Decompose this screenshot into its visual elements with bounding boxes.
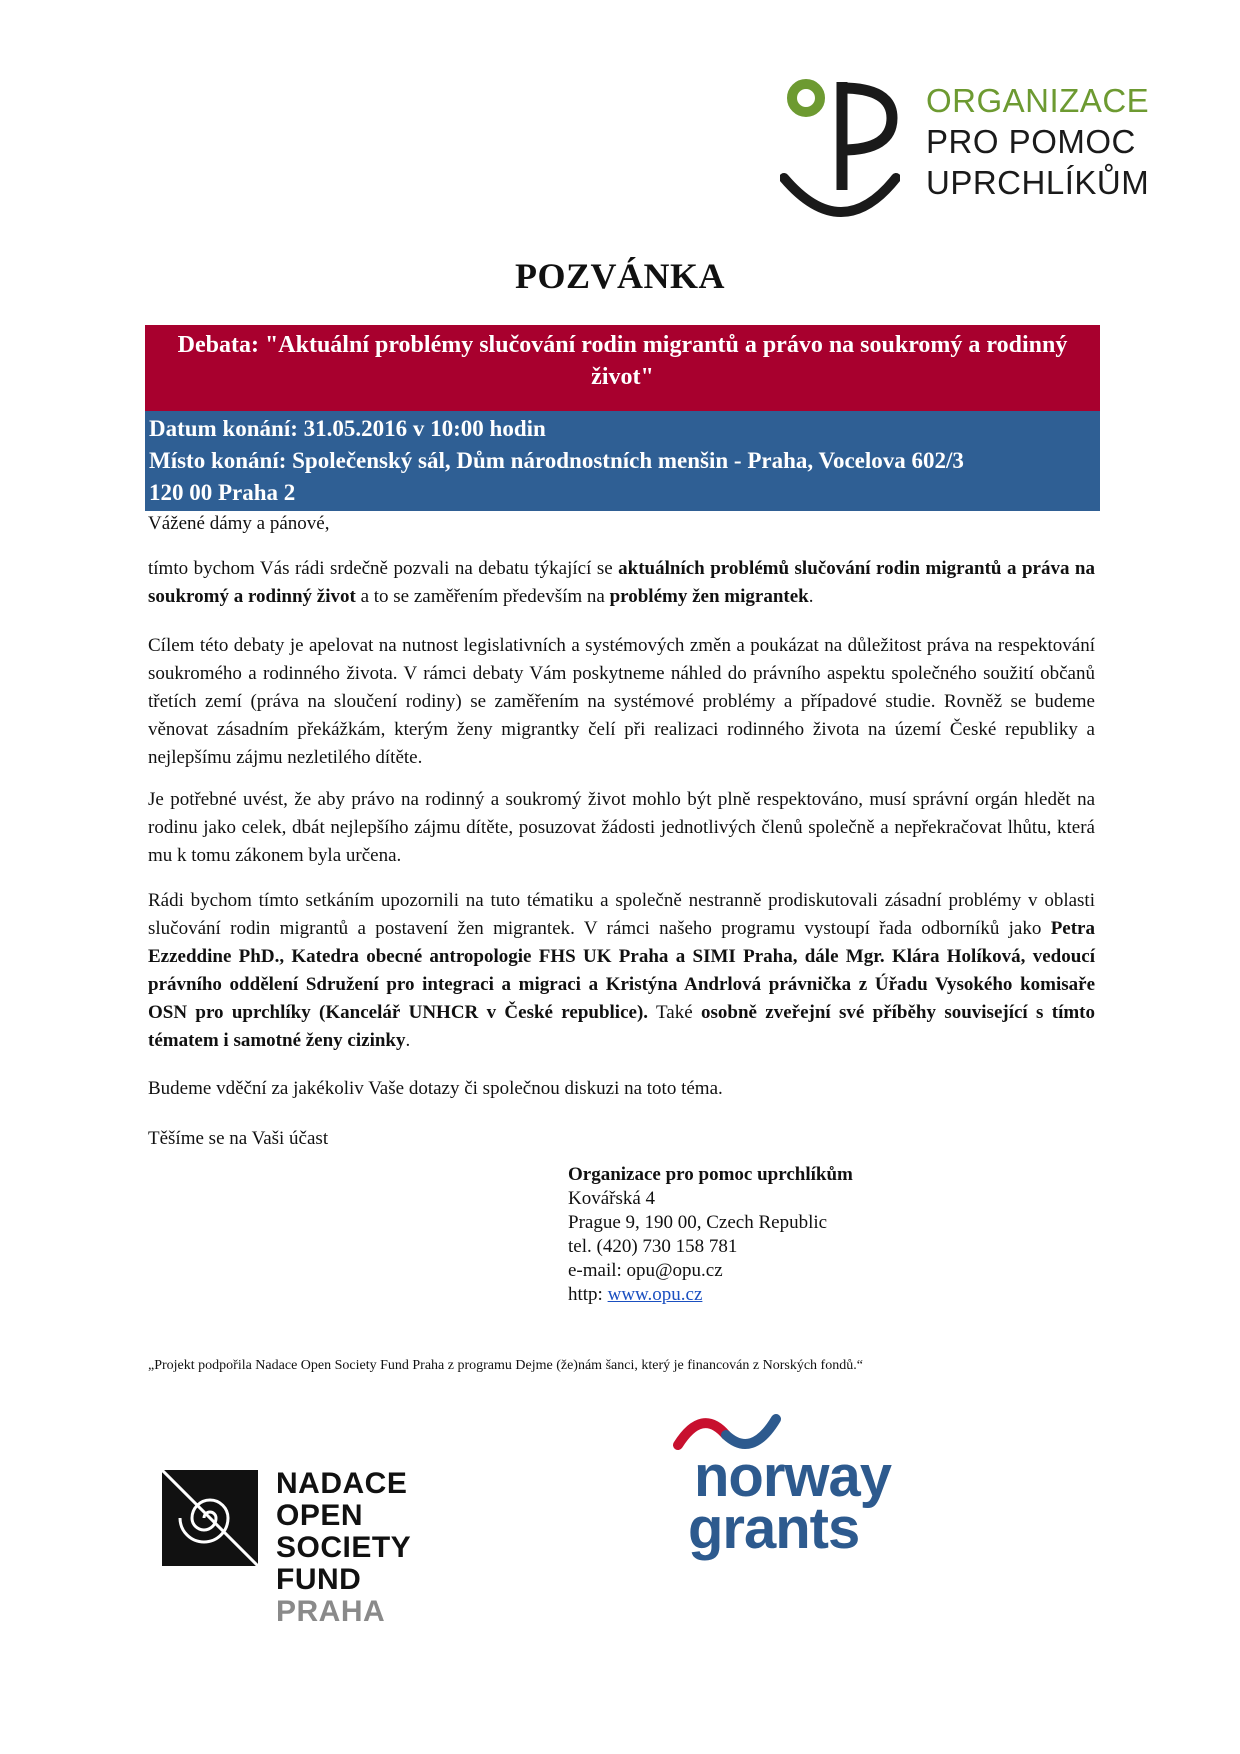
norway-text — [688, 1444, 892, 1561]
text-run: a to se zaměřením především na — [355, 586, 610, 607]
event-date: Datum konání: 31.05.2016 v 10:00 hodin — [149, 416, 546, 441]
event-city: 120 00 Praha 2 — [149, 480, 296, 505]
text-run: Také — [648, 1002, 701, 1023]
osf-line: OPEN SOCIETY FUND — [276, 1499, 411, 1596]
contact-block — [568, 1163, 853, 1307]
contact-http-label: http: — [568, 1284, 608, 1305]
osf-swirl-icon — [162, 1470, 258, 1566]
footnote: „Projekt podpořila Nadace Open Society Fund Praha z programu Dejme (že)nám šanci, který je financován z Norských fondů.“ — [148, 1358, 863, 1373]
page-title: POZVÁNKA — [515, 256, 725, 296]
logo-line: PRO POMOC — [926, 123, 1136, 160]
debate-title-line: život" — [591, 364, 654, 390]
contact-org: Organizace pro pomoc uprchlíkům — [568, 1164, 853, 1185]
debate-title-line: Debata: "Aktuální problémy slučování rodin migrantů a právo na soukromý a rodinný — [177, 332, 1068, 358]
paragraph-rights: Je potřebné uvést, že aby právo na rodinný a soukromý život mohlo být plně respektováno, musí správní orgán hledět na rodinu jako celek, dbát nejlepšího zájmu dítěte, posuzovat žádosti jednotlivých členů společně a nepřekračovat lhůtu, která mu k tomu zákonem byla určena. — [148, 789, 1095, 866]
text-run: . — [405, 1030, 411, 1051]
paragraph-goal: Cílem této debaty je apelovat na nutnost legislativních a systémových změn a poukázat na důležitost práva na respektování soukromého a rodinného života. V rámci debaty Vám poskytneme náhled do právního aspektu společného soužití občanů třetích zemí (práva na sloučení rodiny) se zaměřením na systémové problémy a případové studie. Rovněž se budeme věnovat zásadním překážkám, kterým ženy migrantky čelí při realizaci rodinného života na území České republiky a nejlepšímu zájmu nezletilého dítěte. — [148, 635, 1095, 768]
text-run: tímto bychom Vás rádi srdečně pozvali na debatu týkající se — [148, 558, 619, 579]
norway-line: norway — [694, 1444, 892, 1509]
text-run-bold: problémy žen migrantek — [609, 586, 809, 607]
opu-logo-mark-icon — [780, 70, 900, 230]
logo-line: UPRCHLÍKŮM — [926, 164, 1150, 201]
greeting: Vážené dámy a pánové, — [148, 513, 330, 534]
debate-title-band — [145, 325, 1100, 411]
contact-web-row — [568, 1283, 853, 1307]
opu-logo — [780, 70, 1150, 230]
paragraph-intro — [148, 555, 1095, 611]
norway-line: grants — [688, 1496, 860, 1561]
closing: Těšíme se na Vaši účast — [148, 1128, 329, 1149]
contact-email: e-mail: opu@opu.cz — [568, 1260, 723, 1281]
event-place: Místo konání: Společenský sál, Dům národnostních menšin - Praha, Vocelova 602/3 — [149, 448, 964, 473]
osf-logo-text — [276, 1468, 411, 1628]
opu-logo-text — [926, 80, 1149, 203]
text-run: Rádi bychom tímto setkáním upozornili na tuto tématiku a společně nestranně prodiskutovali zásadní problémy v oblasti slučování rodin migrantů a postavení žen migrantek. V rámci našeho programu vystoupí řada odborníků jako — [148, 890, 1095, 939]
text-run-bold: aktuálních problémů slučování rodin migrantů a práva na soukromý a rodinný život — [148, 558, 1095, 607]
paragraph-speakers — [148, 887, 1095, 1055]
contact-street: Kovářská 4 — [568, 1188, 656, 1209]
event-info-band — [145, 411, 1100, 511]
logo-line: ORGANIZACE — [926, 82, 1150, 119]
text-run: . — [808, 586, 814, 607]
text-run-bold: osobně zveřejní své příběhy související s tímto tématem i samotné ženy cizinky — [148, 1002, 1096, 1051]
osf-line: PRAHA — [276, 1595, 386, 1628]
osf-line: NADACE — [276, 1467, 408, 1500]
text-run-bold: Petra Ezzeddine PhD., Katedra obecné antropologie FHS UK Praha a SIMI Praha, dále Mgr. Klára Holíková, vedoucí právního oddělení Sdružení pro integraci a migraci a Kristýna Andrlová právnička z Úřadu Vysokého komisaře OSN pro uprchlíky (Kancelář UNHCR v České republice). — [148, 918, 1095, 1023]
paragraph-questions: Budeme vděční za jakékoliv Vaše dotazy či společnou diskuzi na toto téma. — [148, 1078, 723, 1099]
contact-city: Prague 9, 190 00, Czech Republic — [568, 1212, 828, 1233]
website-link[interactable]: www.opu.cz — [607, 1284, 703, 1305]
contact-tel: tel. (420) 730 158 781 — [568, 1236, 738, 1257]
